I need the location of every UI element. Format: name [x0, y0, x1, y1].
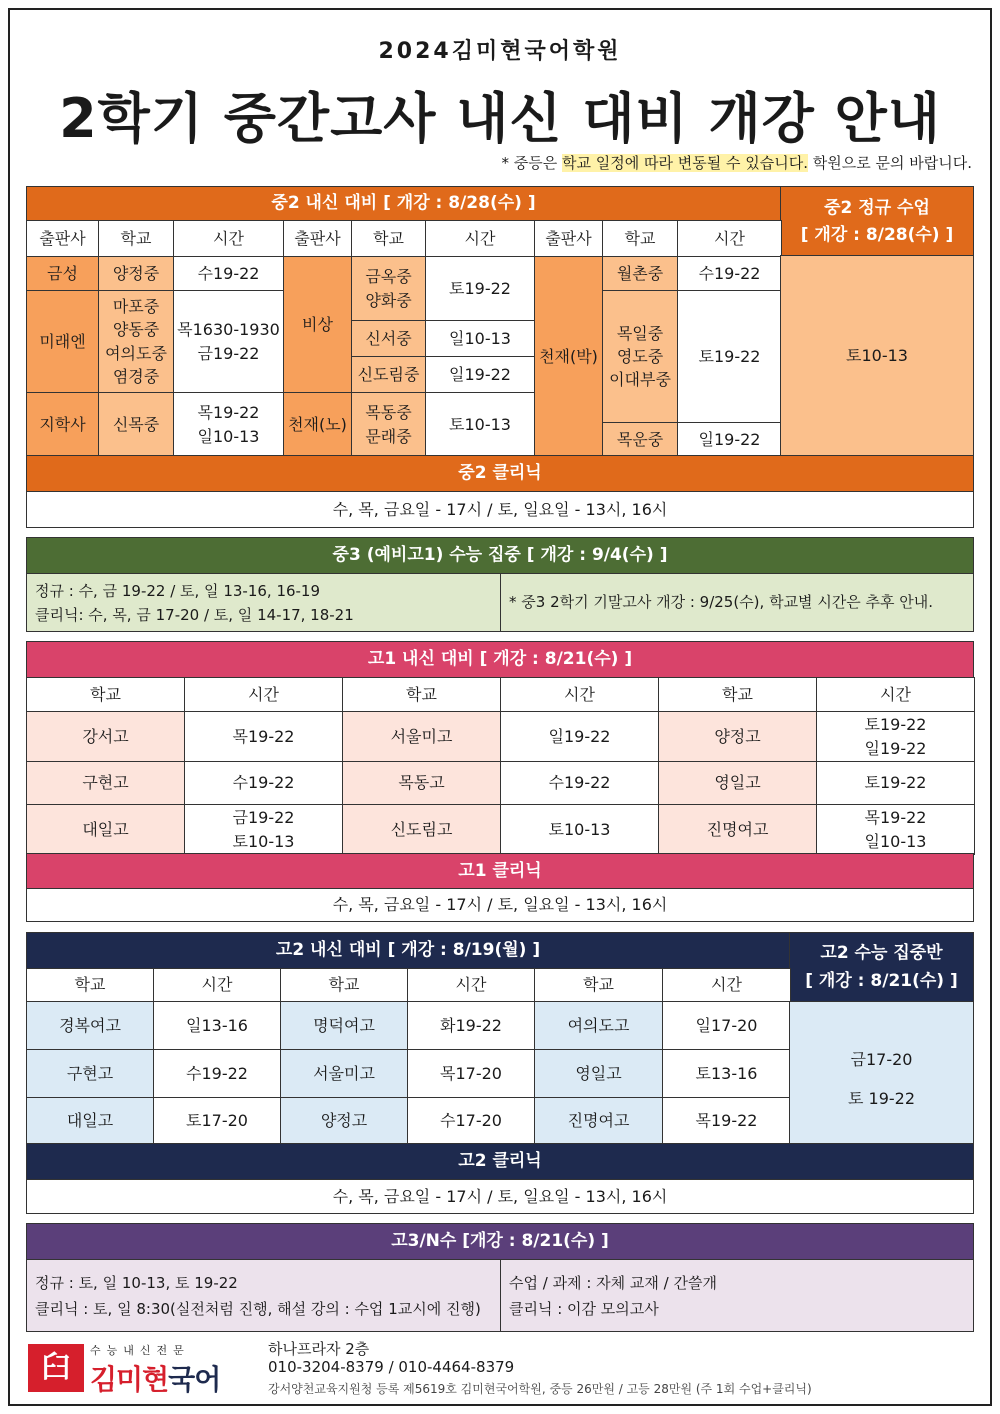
m2-col-school: 학교: [603, 221, 678, 257]
school-name: 양화중: [365, 290, 412, 310]
time-line: 일10-13: [197, 426, 260, 446]
h2-time: 목17-20: [408, 1050, 535, 1098]
h1-school: 신도림고: [343, 805, 501, 855]
phone-numbers: 010-3204-8379 / 010-4464-8379: [268, 1358, 515, 1376]
h2-school: 경복여고: [27, 1002, 154, 1050]
time-line: 토10-13: [232, 831, 295, 851]
h1-time: 목19-22: [185, 712, 343, 762]
m2-schedule-table: [26, 220, 782, 457]
m2-time: 일19-22: [678, 423, 782, 457]
h2-schedule-table: [26, 968, 791, 1145]
h3-section-bar: 고3/N수 [개강 : 8/21(수) ]: [26, 1223, 974, 1260]
time-line: 금17-20: [850, 1050, 913, 1069]
h2-school: 명덕여고: [281, 1002, 408, 1050]
m2-school: [352, 393, 426, 457]
m3-final-exam-note: * 중3 2학기 기말고사 개강 : 9/25(수), 학교별 시간은 추후 안내.: [500, 573, 974, 632]
school-name: 여의도중: [105, 343, 167, 363]
h1-col-time: 시간: [817, 678, 975, 712]
m2-school: 신도림중: [352, 357, 426, 393]
notice-highlight: 학교 일정에 따라 변동될 수 있습니다.: [562, 154, 809, 172]
h1-time: [817, 712, 975, 762]
m2-time: 수19-22: [174, 257, 284, 291]
h2-col-school: 학교: [281, 969, 408, 1002]
h2-school: 구현고: [27, 1050, 154, 1098]
h1-time: 수19-22: [501, 762, 659, 805]
academy-logo: [28, 1340, 248, 1396]
page-title: 2학기 중간고사 내신 대비 개강 안내: [59, 87, 941, 150]
m2-time: [174, 393, 284, 457]
m2-col-time: 시간: [426, 221, 535, 257]
h3-clinic-line: 클리닉 : 토, 일 8:30(실전처럼 진행, 해설 강의 : 수업 1교시에 진행): [35, 1300, 481, 1318]
school-name: 금옥중: [365, 267, 412, 287]
m2-time: 일19-22: [426, 357, 535, 393]
h2-clinic-bar: 고2 클리닉: [26, 1143, 974, 1180]
h2-time: 일13-16: [154, 1002, 281, 1050]
h1-time: [185, 805, 343, 855]
time-line: 목19-22: [197, 403, 260, 423]
logo-name: [90, 1358, 220, 1398]
h1-clinic-bar: 고1 클리닉: [26, 853, 974, 889]
h3-materials: [500, 1259, 974, 1332]
m2-clinic-time: 수, 목, 금요일 - 17시 / 토, 일요일 - 13시, 16시: [26, 491, 974, 528]
h2-school: 대일고: [27, 1098, 154, 1145]
h2-intensive-title: 고2 수능 집중반: [820, 943, 943, 963]
h2-time: 일17-20: [663, 1002, 791, 1050]
logo-name-b: 국어: [168, 1363, 221, 1396]
m2-school: 월촌중: [603, 257, 678, 291]
m2-school: [99, 291, 174, 393]
h2-time: 토17-20: [154, 1098, 281, 1145]
m2-school: 신목중: [99, 393, 174, 457]
school-name: 이대부중: [609, 370, 671, 390]
h2-time: 목19-22: [663, 1098, 791, 1145]
m2-col-publisher: 출판사: [284, 221, 352, 257]
schedule-notice: [502, 152, 972, 173]
h2-col-school: 학교: [535, 969, 663, 1002]
school-name: 목일중: [616, 323, 664, 343]
m2-clinic-bar: 중2 클리닉: [26, 455, 974, 492]
h1-time: 토10-13: [501, 805, 659, 855]
h1-col-school: 학교: [659, 678, 817, 712]
school-name: 영도중: [616, 346, 664, 366]
h3-clinic-material-line: 클리닉 : 이감 모의고사: [509, 1300, 659, 1318]
h1-school: 양정고: [659, 712, 817, 762]
logo-tagline: 수능내신전문: [90, 1344, 190, 1357]
m2-regular-open: [ 개강 : 8/28(수) ]: [800, 225, 954, 245]
h2-col-time: 시간: [154, 969, 281, 1002]
school-name: 목동중: [365, 403, 412, 423]
m3-clinic-line: 클리닉: 수, 목, 금 17-20 / 토, 일 14-17, 18-21: [35, 606, 354, 624]
logo-mark-icon: 臼: [28, 1344, 84, 1392]
h2-intensive-time: [789, 1001, 974, 1144]
h1-school: 서울미고: [343, 712, 501, 762]
m2-time: 수19-22: [678, 257, 782, 291]
h2-intensive-open: [ 개강 : 8/21(수) ]: [805, 971, 958, 991]
m3-section-bar: 중3 (예비고1) 수능 집중 [ 개강 : 9/4(수) ]: [26, 537, 974, 574]
m2-col-school: 학교: [99, 221, 174, 257]
notice-pre: * 중등은: [501, 154, 563, 172]
h2-col-time: 시간: [408, 969, 535, 1002]
m2-publisher: 천재(박): [535, 257, 603, 457]
m2-publisher: 천재(노): [284, 393, 352, 457]
h3-regular-line: 정규 : 토, 일 10-13, 토 19-22: [35, 1274, 238, 1292]
m2-col-publisher: 출판사: [535, 221, 603, 257]
h1-school: 영일고: [659, 762, 817, 805]
m2-col-time: 시간: [678, 221, 782, 257]
h1-time: 토19-22: [817, 762, 975, 805]
h1-school: 진명여고: [659, 805, 817, 855]
h2-intensive-header: [789, 932, 974, 1002]
m2-time: 토10-13: [426, 393, 535, 457]
h1-school: 대일고: [27, 805, 185, 855]
notice-post: 학원으로 문의 바랍니다.: [808, 154, 972, 172]
m2-regular-header: [780, 186, 974, 256]
footer: [28, 1336, 974, 1398]
time-line: 토19-22: [864, 715, 927, 735]
h1-col-school: 학교: [27, 678, 185, 712]
m2-publisher: 미래엔: [27, 291, 99, 393]
h2-school: 서울미고: [281, 1050, 408, 1098]
m2-school: 목운중: [603, 423, 678, 457]
m2-time: [174, 291, 284, 393]
m2-regular-time: 토10-13: [780, 255, 974, 456]
m2-col-publisher: 출판사: [27, 221, 99, 257]
h2-school: 여의도고: [535, 1002, 663, 1050]
h1-time: [817, 805, 975, 855]
h2-time: 토13-16: [663, 1050, 791, 1098]
m2-time: 토19-22: [678, 291, 782, 423]
h2-col-school: 학교: [27, 969, 154, 1002]
m2-regular-title: 중2 정규 수업: [824, 198, 930, 218]
address: 하나프라자 2층: [268, 1340, 370, 1358]
time-line: 금19-22: [232, 808, 295, 828]
h1-section-bar: 고1 내신 대비 [ 개강 : 8/21(수) ]: [26, 641, 974, 678]
m2-publisher: 지학사: [27, 393, 99, 457]
m2-time: 토19-22: [426, 257, 535, 321]
m2-time: 일10-13: [426, 321, 535, 357]
school-name: 염경중: [112, 366, 160, 386]
time-line: 목1630-1930: [177, 320, 280, 340]
m2-school: 양정중: [99, 257, 174, 291]
m2-school: [603, 291, 678, 423]
time-line: 토 19-22: [847, 1089, 916, 1108]
m3-schedule: [26, 573, 501, 632]
m3-regular-line: 정규 : 수, 금 19-22 / 토, 일 13-16, 16-19: [35, 582, 321, 600]
m2-publisher: 비상: [284, 257, 352, 393]
academy-year-title: 2024김미현국어학원: [378, 39, 622, 64]
h1-school: 목동고: [343, 762, 501, 805]
school-name: 마포중: [112, 297, 160, 317]
h1-col-time: 시간: [501, 678, 659, 712]
time-line: 금19-22: [197, 343, 260, 363]
h2-time: 수17-20: [408, 1098, 535, 1145]
school-name: 양동중: [112, 320, 160, 340]
h2-school: 진명여고: [535, 1098, 663, 1145]
logo-name-a: 김미현: [90, 1363, 169, 1396]
school-name: 문래중: [365, 426, 412, 446]
h1-time: 일19-22: [501, 712, 659, 762]
h1-school: 구현고: [27, 762, 185, 805]
h2-time: 수19-22: [154, 1050, 281, 1098]
h1-col-time: 시간: [185, 678, 343, 712]
h1-school: 강서고: [27, 712, 185, 762]
time-line: 목19-22: [864, 808, 927, 828]
m2-col-time: 시간: [174, 221, 284, 257]
m2-school: [352, 257, 426, 321]
h2-col-time: 시간: [663, 969, 791, 1002]
h2-clinic-time: 수, 목, 금요일 - 17시 / 토, 일요일 - 13시, 16시: [26, 1179, 974, 1214]
m2-school: 신서중: [352, 321, 426, 357]
h1-clinic-time: 수, 목, 금요일 - 17시 / 토, 일요일 - 13시, 16시: [26, 888, 974, 922]
m2-col-school: 학교: [352, 221, 426, 257]
h3-material-line: 수업 / 과제 : 자체 교재 / 간쓸개: [509, 1274, 717, 1292]
h1-schedule-table: [26, 677, 975, 855]
time-line: 일19-22: [864, 738, 927, 758]
h2-section-bar: 고2 내신 대비 [ 개강 : 8/19(월) ]: [26, 932, 790, 969]
h3-schedule: [26, 1259, 501, 1332]
m2-publisher: 금성: [27, 257, 99, 291]
h1-col-school: 학교: [343, 678, 501, 712]
h1-time: 수19-22: [185, 762, 343, 805]
registration-info: 강서양천교육지원청 등록 제5619호 김미현국어학원, 중등 26만원 / 고등 28만원 (주 1회 수업+클리닉): [268, 1382, 812, 1396]
time-line: 일10-13: [864, 831, 927, 851]
h2-school: 영일고: [535, 1050, 663, 1098]
h2-time: 화19-22: [408, 1002, 535, 1050]
h2-school: 양정고: [281, 1098, 408, 1145]
m2-section-bar: 중2 내신 대비 [ 개강 : 8/28(수) ]: [26, 186, 781, 221]
